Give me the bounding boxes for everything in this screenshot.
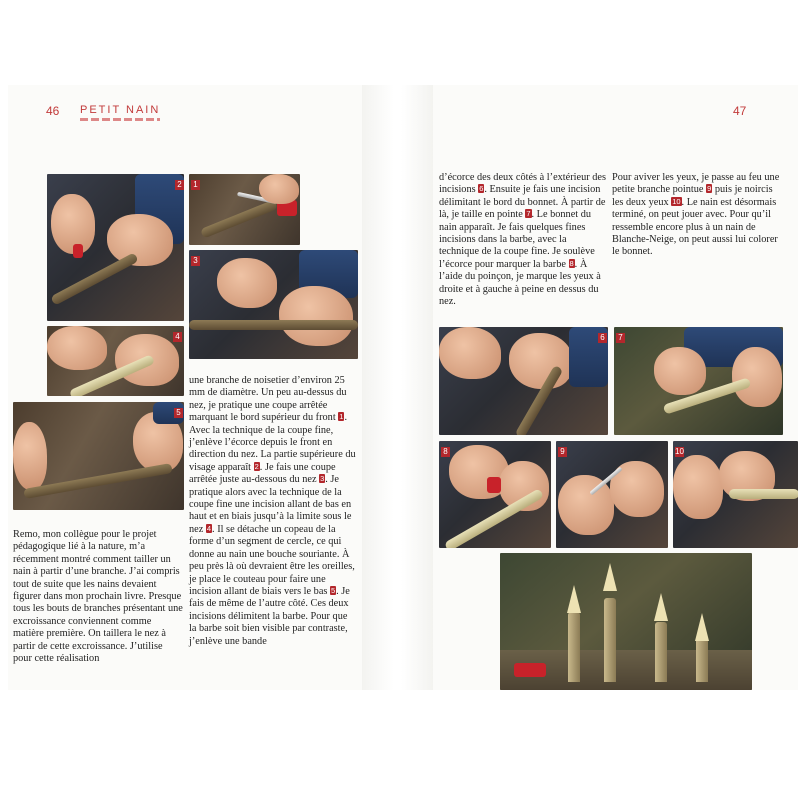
step-reference-badge: 5 xyxy=(330,585,336,595)
page-number-right: 47 xyxy=(733,104,747,118)
photo-number-tag: 5 xyxy=(174,408,183,418)
step-reference-badge: 10 xyxy=(672,196,681,206)
step-reference-badge: 6 xyxy=(479,184,484,194)
photo-step-3 xyxy=(189,250,358,359)
step-reference-badge: 2 xyxy=(254,461,259,471)
step-reference-badge: 7 xyxy=(526,209,531,219)
step-reference-badge: 8 xyxy=(569,258,574,268)
book-gutter xyxy=(362,85,433,690)
title-decoration xyxy=(80,118,160,121)
page-number-left: 46 xyxy=(46,104,60,118)
left-text-column-2: une branche de noisetier d’environ 25 mm de diamètre. Un peu au-dessus du nez, je pratique une coupe arrêtée marquant le bord supérieur du front 1. Avec la technique de la coupe fine, j’enlève l’écorce depuis le front en direction du nez. La partie supérieure du visage apparaît 2. Je fais une coupe arrêtée juste au-dessous du nez 3. Je pratique alors avec la technique de la coupe fine une incision allant de bas en haut et en biais jusqu’à la limite sous le nez 4. Il se détache un copeau de la forme d’un segment de cercle, ce qui donne au nain une bouche souriante. À peu près là où devraient être les oreilles, je place le couteau pour faire une incision allant de biais vers le bas 5. Je fais de même de l’autre côté. Ces deux incisions délimitent la barbe. Pour que la barbe soit bien visible par contraste, j’enlève une bande xyxy=(189,375,356,647)
photo-number-tag: 10 xyxy=(675,447,684,456)
photo-number-tag: 3 xyxy=(191,256,200,266)
photo-number-tag: 2 xyxy=(175,180,184,190)
photo-number-tag: 6 xyxy=(598,333,607,343)
step-reference-badge: 3 xyxy=(320,474,325,484)
photo-step-4 xyxy=(47,326,184,396)
right-text-column-2: Pour aviver les yeux, je passe au feu une petite branche pointue 9 puis je noircis les deux yeux 10. Le nain est désormais terminé, on peut jouer avec. Pour qu’il ressemble encore plus à un nain de Blanche-Neige, on peut aussi lui colorer le bonnet. xyxy=(612,172,780,258)
photo-number-tag: 1 xyxy=(191,180,200,190)
right-text-column-1: d’écorce des deux côtés à l’extérieur des incisions 6. Ensuite je fais une incision délimitant le bord du bonnet. À partir de là, je taille en pointe 7. Le bonnet du nain apparaît. Je fais quelques fines incisions dans la barbe, avec la technique de la coupe fine. Je soulève l’écorce pour marquer la barbe 8. À l’aide du poinçon, je marque les yeux à droite et à gauche à peine en dessus du nez. xyxy=(439,172,606,308)
photo-number-tag: 8 xyxy=(441,447,450,457)
photo-step-10 xyxy=(673,441,798,548)
photo-step-1 xyxy=(189,174,300,245)
step-reference-badge: 1 xyxy=(339,412,344,422)
left-text-column-1: Remo, mon collègue pour le projet pédagogique lié à la nature, m’a récemment montré comment tailler un nain à partir d’une branche. J’ai compris tout de suite que les nains devaient figurer dans mon prochain livre. Presque tous les bouts de branches présentant une excroissance conviennent comme matière première. On taillera le nez à partir de cette excroissance. J’utilise pour cette réalisation xyxy=(13,529,183,665)
chapter-title: PETIT NAIN xyxy=(80,104,161,116)
step-reference-badge: 9 xyxy=(707,184,712,194)
photo-number-tag: 4 xyxy=(173,332,182,342)
photo-step-7 xyxy=(614,327,783,435)
photo-number-tag: 7 xyxy=(616,333,625,343)
step-reference-badge: 4 xyxy=(206,523,212,533)
photo-number-tag: 9 xyxy=(558,447,567,457)
photo-step-6 xyxy=(439,327,608,435)
photo-step-9 xyxy=(556,441,668,548)
photo-finished-gnomes xyxy=(500,553,752,690)
photo-step-2 xyxy=(47,174,184,321)
photo-step-5 xyxy=(13,402,184,510)
photo-step-8 xyxy=(439,441,551,548)
